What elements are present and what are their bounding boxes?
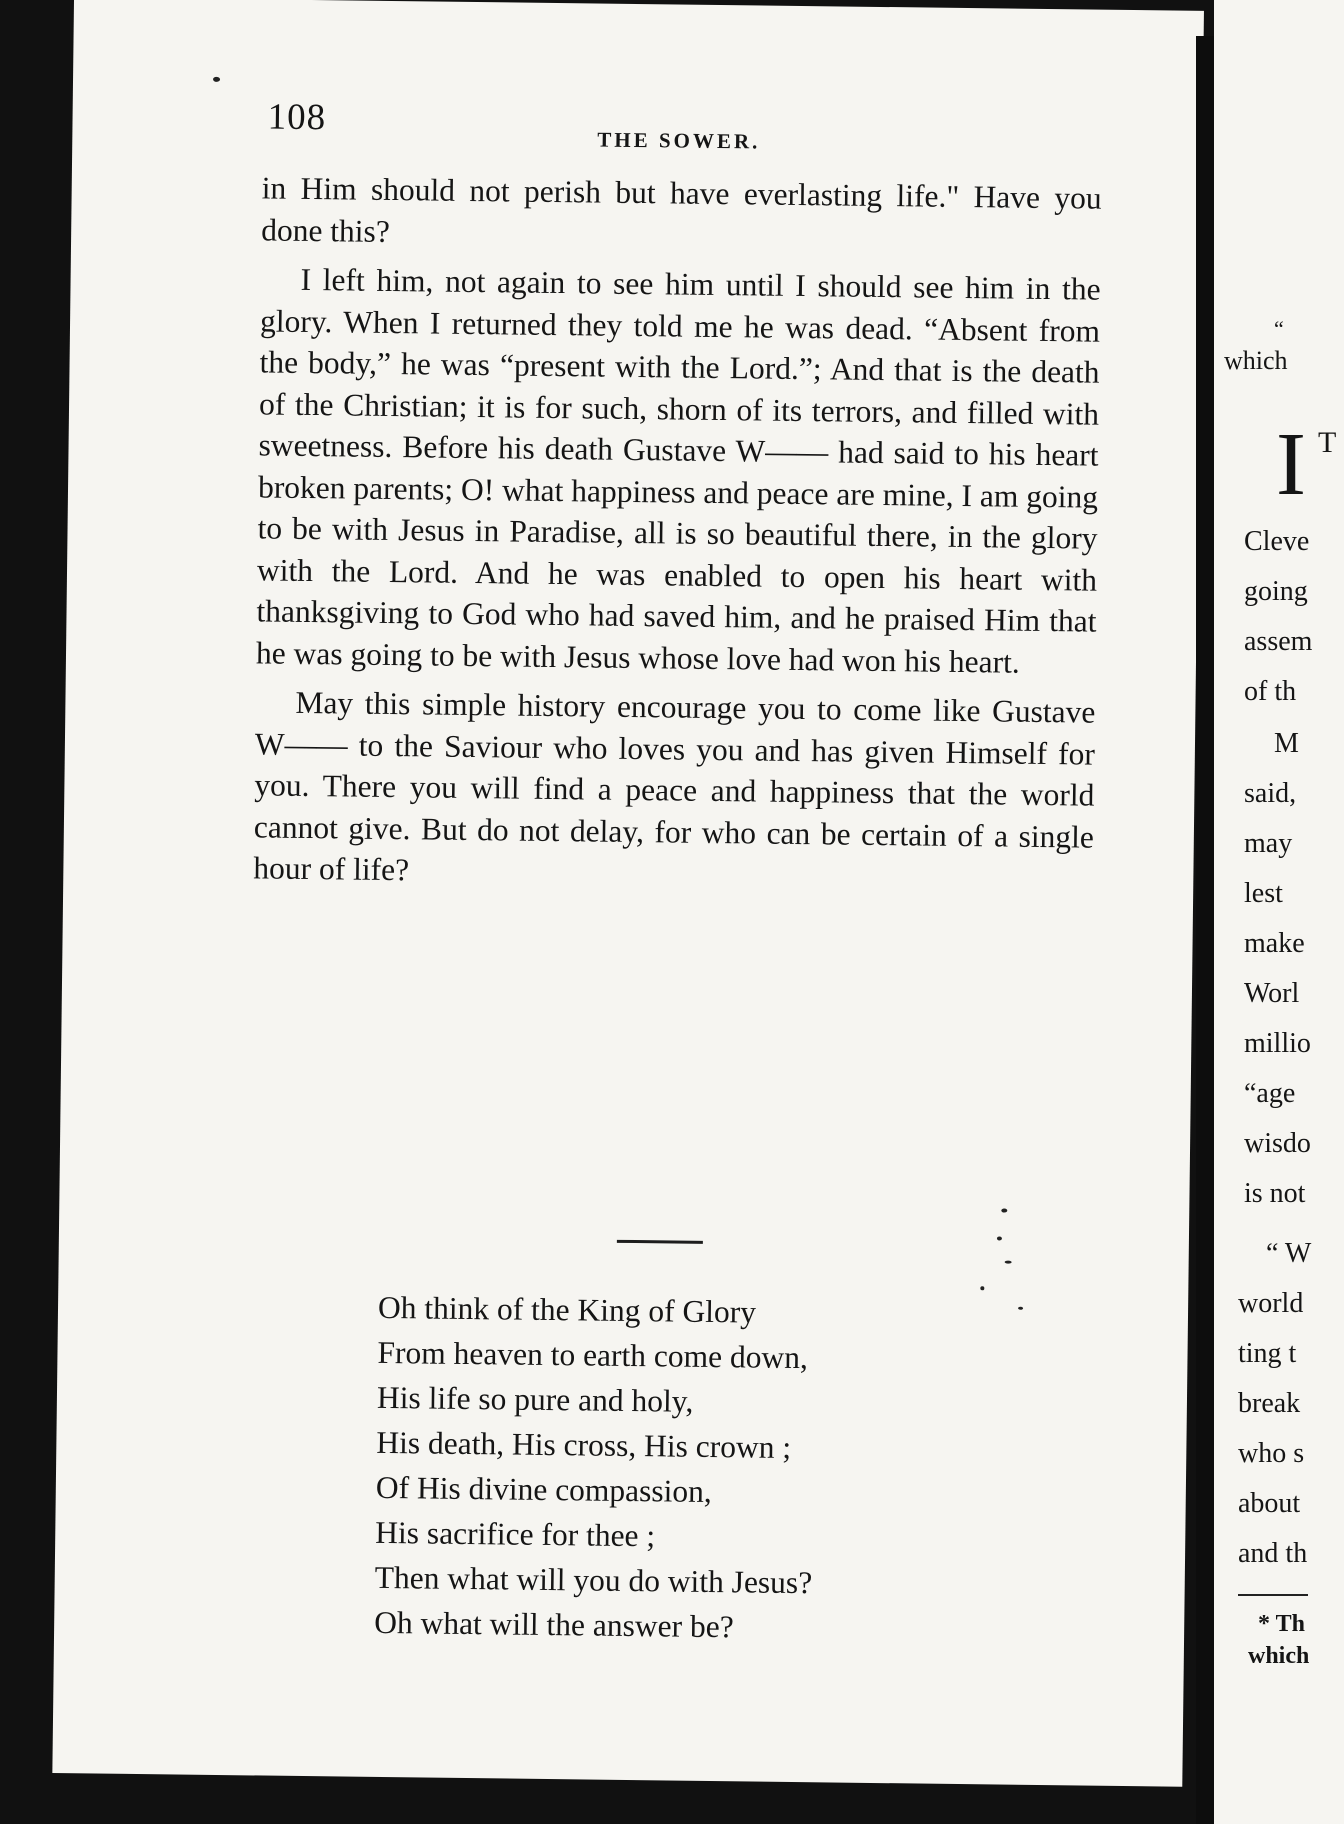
facing-text-fragment: “	[1274, 316, 1284, 341]
section-divider	[617, 1240, 703, 1244]
body-text	[253, 167, 1102, 899]
facing-text-fragment: Worl	[1244, 978, 1300, 1009]
facing-text-fragment: about	[1238, 1488, 1301, 1519]
facing-text-fragment: M	[1274, 728, 1299, 759]
facing-footnote-fragment: * Th	[1258, 1611, 1305, 1637]
ink-speck	[1001, 1209, 1007, 1213]
running-title: THE SOWER.	[597, 127, 761, 154]
facing-text-fragment: “age	[1244, 1078, 1296, 1109]
facing-text-fragment: and th	[1238, 1538, 1308, 1569]
poem-line: Then what will you do with Jesus?	[374, 1559, 813, 1601]
facing-text-fragment: said,	[1244, 778, 1297, 809]
facing-footnote-fragment: which	[1248, 1643, 1310, 1669]
facing-text-fragment: lest	[1244, 878, 1283, 909]
facing-text-fragment: of th	[1244, 676, 1297, 707]
facing-text-fragment: ting t	[1238, 1338, 1297, 1369]
poem-line: Of His divine compassion,	[375, 1469, 713, 1509]
facing-text-fragment: which	[1224, 346, 1288, 375]
ink-speck	[213, 77, 220, 82]
facing-dropcap: I	[1276, 415, 1306, 514]
page-header	[267, 95, 1088, 155]
footnote-rule	[1238, 1594, 1308, 1596]
facing-text-fragment: is not	[1244, 1178, 1306, 1209]
poem-line: His sacrifice for thee ;	[375, 1514, 656, 1554]
paragraph: in Him should not perish but have everlasting life." Have you done this?	[261, 170, 1102, 249]
paragraph: I left him, not again to see him until I should see him in the glory. When I returned they told me he was dead. “Absent from the body,” he was “present with the Lord.”; And that is the death of the Christian; it is for such, shorn of its terrors, and filled with sweetness. Before his death Gustave W—— had said to his heart broken parents; O! what happiness and peace are mine, I am going to be with Jesus in Paradise, all is so beautiful there, in the glory with the Lord. And he was enabled to open his heart with thanksgiving to God who had saved him, and he praised Him that he was going to be with Jesus whose love had won his heart.	[255, 261, 1101, 680]
poem-line: From heaven to earth come down,	[377, 1334, 809, 1376]
left-page	[52, 0, 1204, 1787]
page-number: 108	[267, 96, 327, 139]
facing-text-fragment: T	[1318, 426, 1337, 459]
facing-text-fragment: who s	[1238, 1438, 1305, 1469]
poem-line: Oh think of the King of Glory	[377, 1289, 757, 1330]
facing-text-fragment: going	[1244, 576, 1308, 607]
ink-speck	[1005, 1261, 1012, 1264]
facing-text-fragment: “ W	[1266, 1238, 1312, 1269]
poem-stanza	[374, 1285, 816, 1650]
ink-speck	[980, 1286, 984, 1290]
facing-text-fragment: make	[1244, 928, 1305, 959]
facing-text-fragment: Cleve	[1244, 526, 1310, 557]
book-gutter	[1196, 36, 1214, 1824]
facing-text-fragment: may	[1244, 828, 1293, 859]
facing-text-fragment: world	[1238, 1288, 1304, 1319]
facing-text-fragment: assem	[1244, 626, 1313, 657]
poem-line: Oh what will the answer be?	[373, 1604, 734, 1645]
facing-text-fragment: millio	[1244, 1028, 1311, 1059]
facing-text-fragment: break	[1238, 1388, 1301, 1419]
poem-line: His death, His cross, His crown ;	[376, 1424, 792, 1465]
ink-speck	[997, 1236, 1002, 1240]
ink-speck	[1018, 1307, 1023, 1310]
facing-text-fragment: wisdo	[1244, 1128, 1311, 1159]
facing-page	[1214, 0, 1344, 1824]
poem-line: His life so pure and holy,	[376, 1379, 694, 1419]
paragraph: May this simple history encourage you to come like Gustave W—— to the Saviour who loves you and has given Himself for you. There you will find a peace and happiness that the world cannot give. But do not delay, for who can be certain of a single hour of life?	[253, 684, 1096, 888]
